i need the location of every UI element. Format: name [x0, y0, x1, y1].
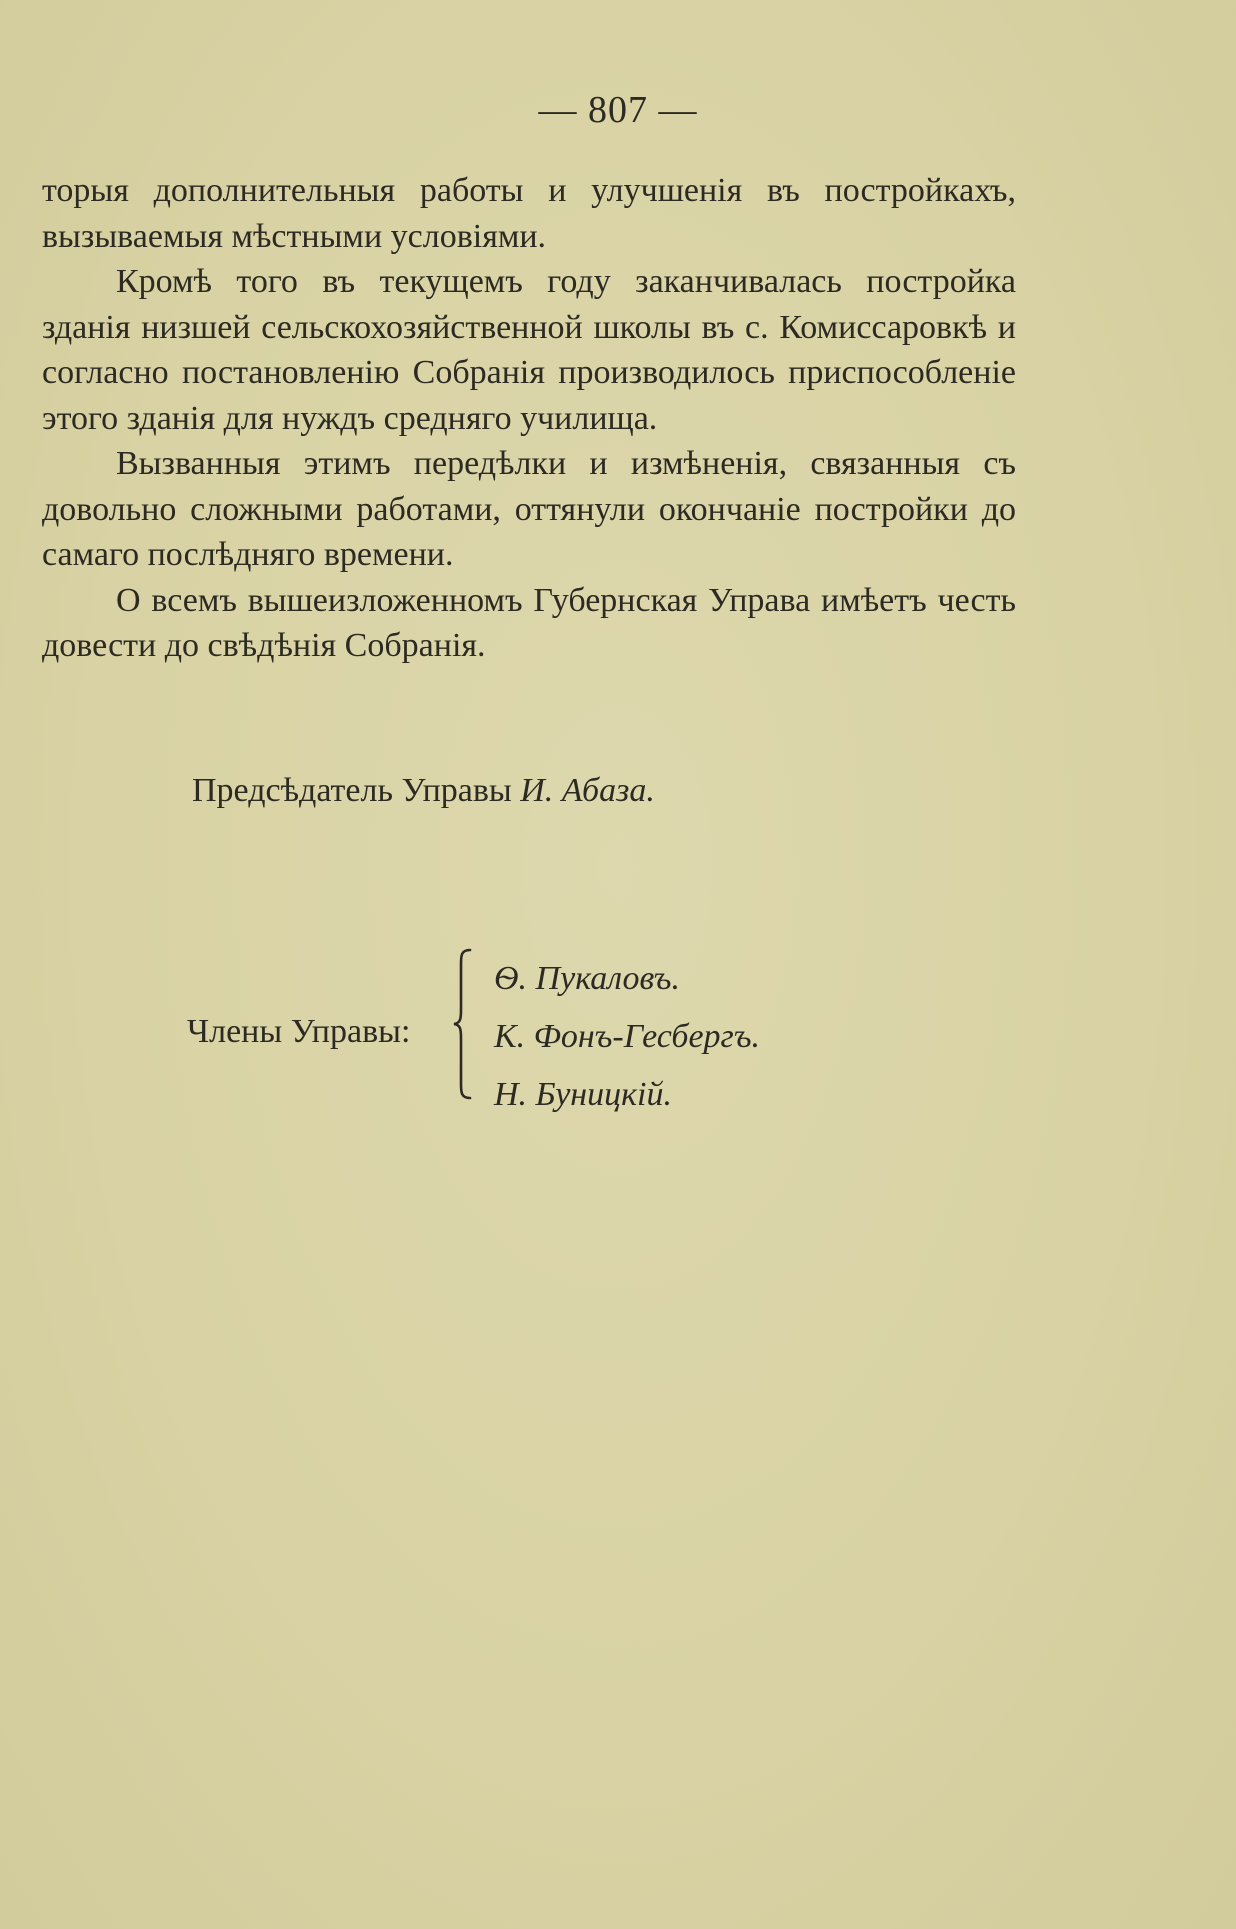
chairman-label: Предсѣдатель Управы: [192, 772, 512, 809]
members-list: [494, 950, 760, 1124]
member-name: К. Фонъ-Гесбергъ.: [494, 1018, 760, 1055]
paragraph-continuation: торыя дополнительныя работы и улучшенія въ постройкахъ, вызываемыя мѣстными условіями.: [42, 172, 1016, 255]
paragraph-alterations: Вызванныя этимъ передѣлки и измѣненія, связанныя съ довольно сложными работами, оттянули окончаніе постройки до самаго послѣдняго времени.: [42, 445, 1016, 573]
paragraph-conclusion: О всемъ вышеизложенномъ Губернская Управа имѣетъ честь довести до свѣдѣнія Собранія.: [42, 581, 1016, 664]
curly-brace-icon: [452, 948, 474, 1100]
chairman-signature: [192, 772, 655, 810]
members-label: Члены Управы:: [187, 1013, 411, 1050]
report-body: [42, 168, 1016, 669]
chairman-name: И. Абаза.: [520, 772, 655, 809]
member-name: Ѳ. Пукаловъ.: [494, 960, 680, 997]
member-name: Н. Буницкій.: [494, 1076, 673, 1113]
paragraph-school-construction: Кромѣ того въ текущемъ году заканчивалась постройка зданія низшей сельскохозяйственной школы въ с. Комиссаровкѣ и согласно постановленію Собранія производилось приспособленіе этого зданія для нуждъ средняго училища.: [42, 263, 1016, 437]
page-number: — 807 —: [538, 89, 698, 131]
